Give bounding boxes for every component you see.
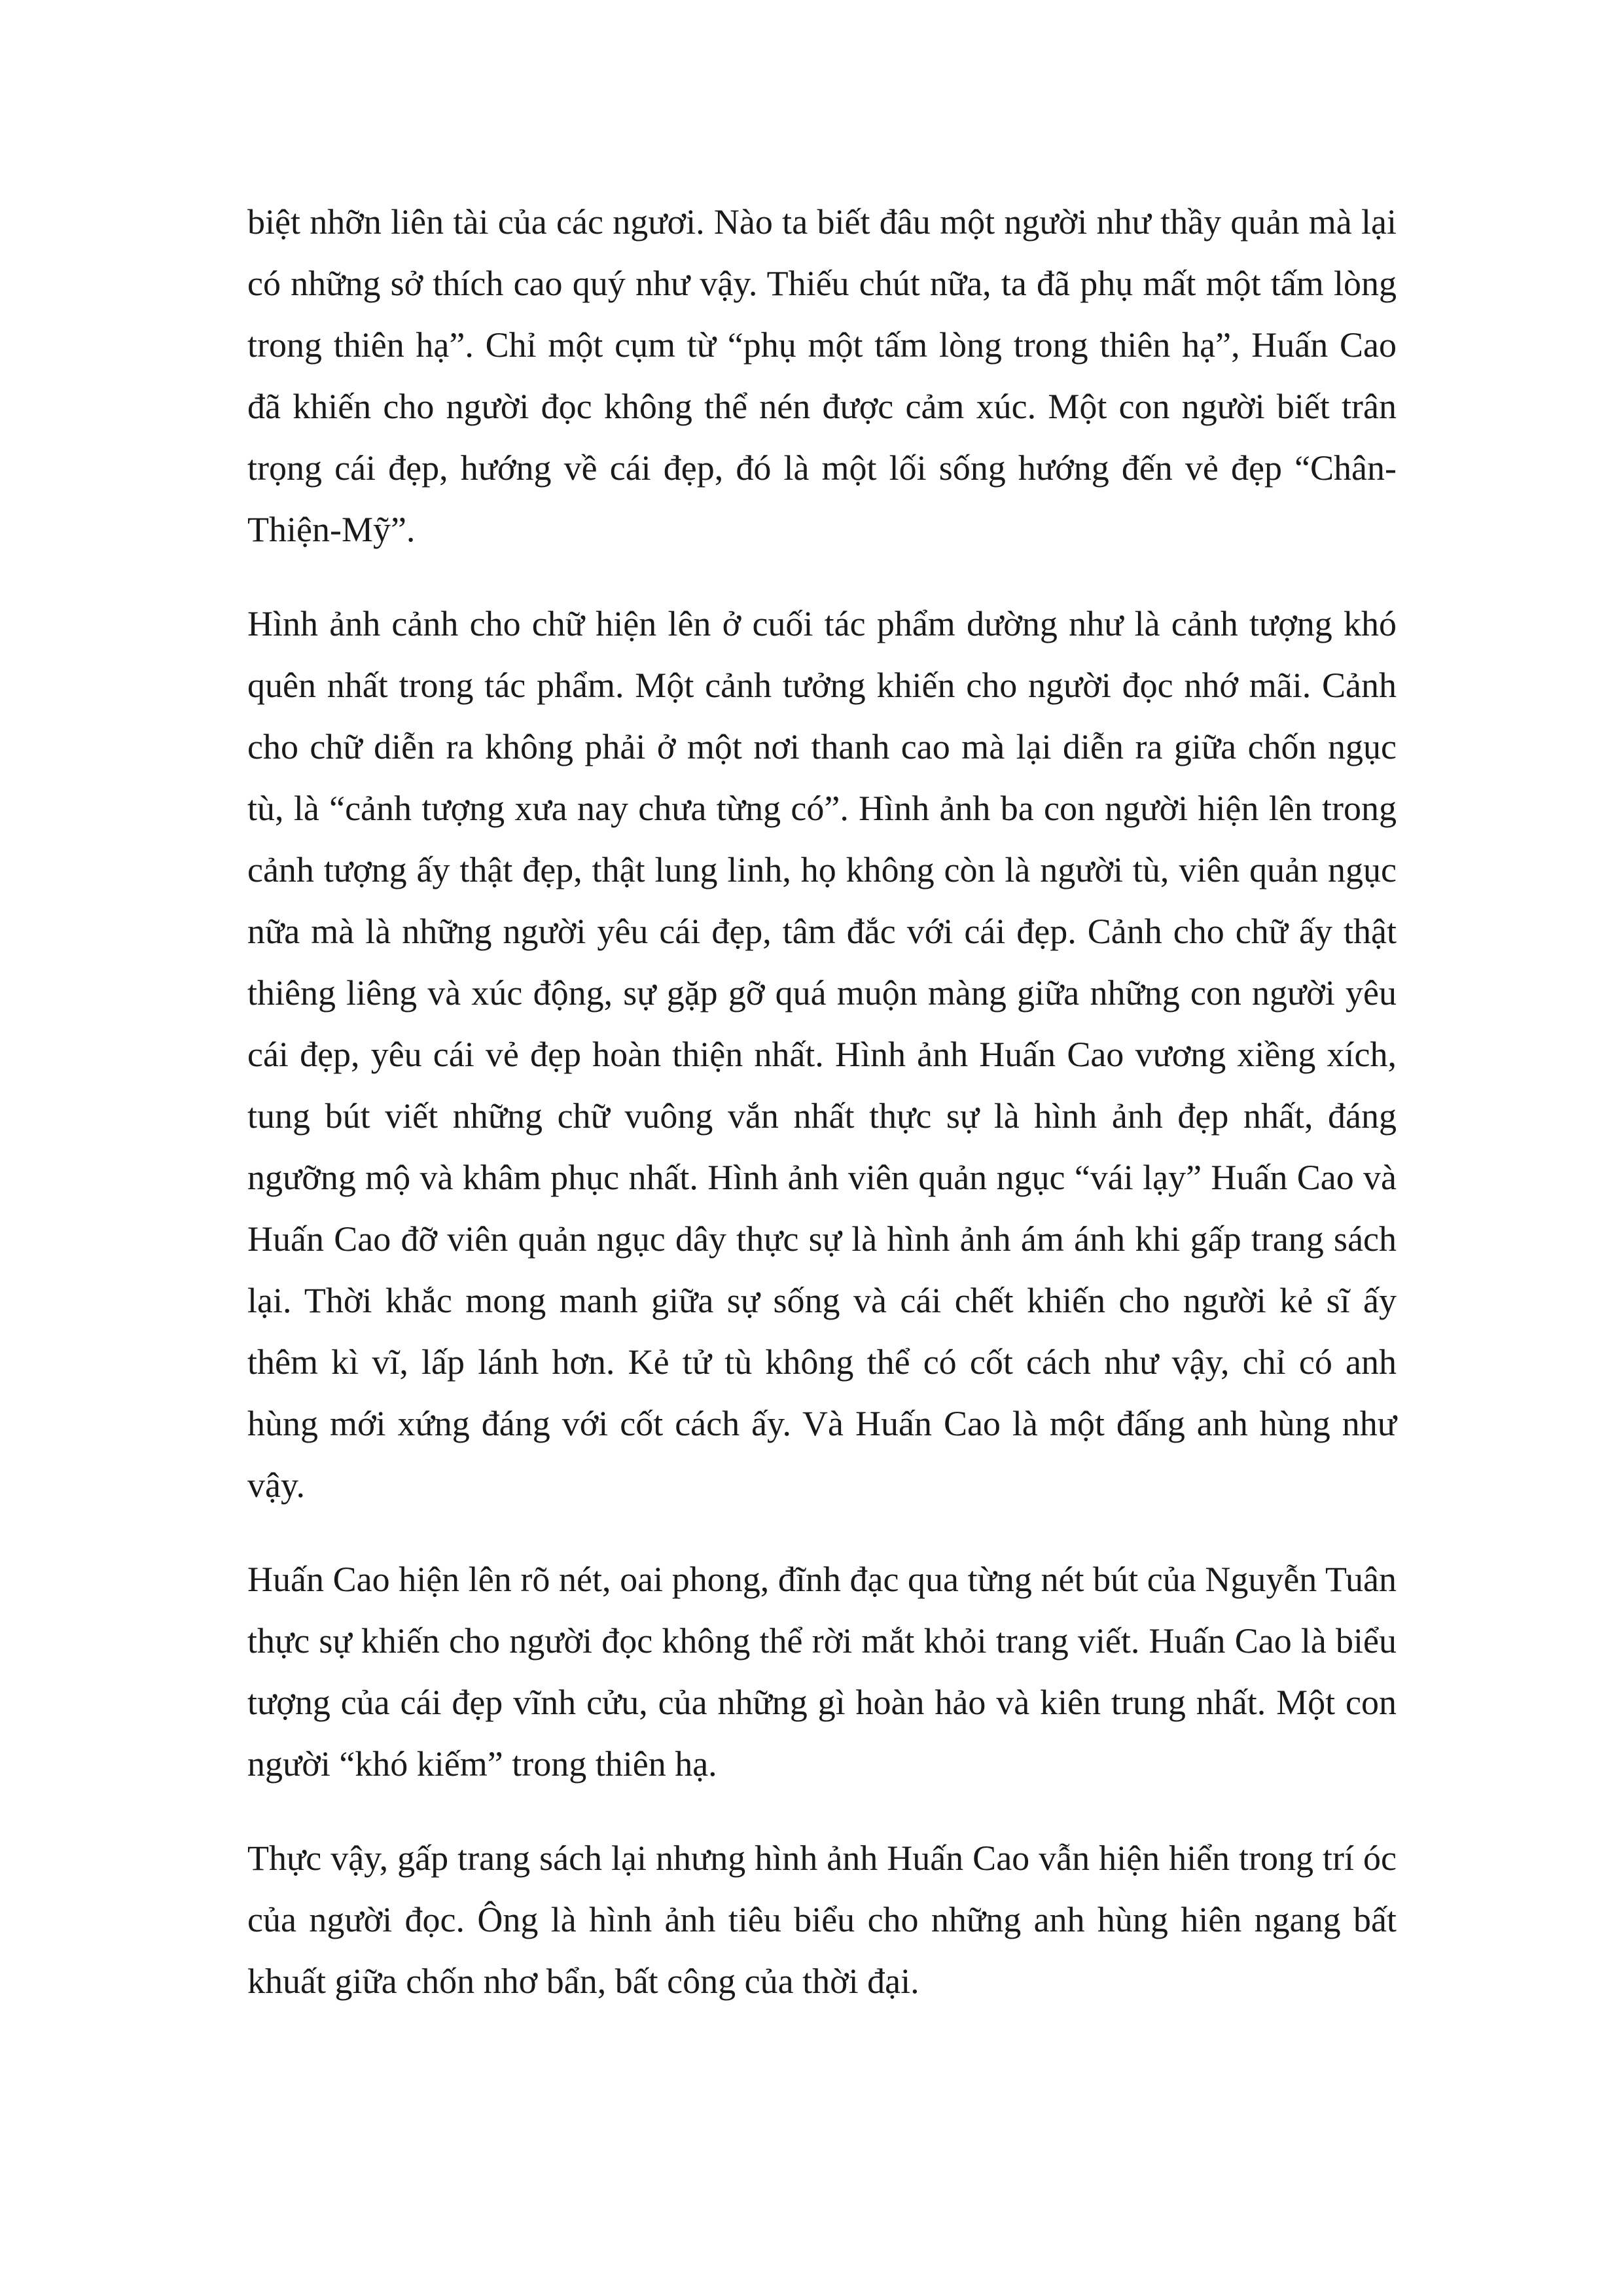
paragraph-1: biệt nhỡn liên tài của các ngươi. Nào ta biết đâu một người như thầy quản mà lại có những sở thích cao quý như vậy. Thiếu chút nữa, ta đã phụ mất một tấm lòng trong thiên hạ”. Chỉ một cụm từ “phụ một tấm lòng trong thiên hạ”, Huấn Cao đã khiến cho người đọc không thể nén được cảm xúc. Một con người biết trân trọng cái đẹp, hướng về cái đẹp, đó là một lối sống hướng đến vẻ đẹp “Chân-Thiện-Mỹ”. <box>247 202 1397 549</box>
document-body <box>247 191 1397 2012</box>
paragraph-2: Hình ảnh cảnh cho chữ hiện lên ở cuối tác phẩm dường như là cảnh tượng khó quên nhất trong tác phẩm. Một cảnh tưởng khiến cho người đọc nhớ mãi. Cảnh cho chữ diễn ra không phải ở một nơi thanh cao mà lại diễn ra giữa chốn ngục tù, là “cảnh tượng xưa nay chưa từng có”. Hình ảnh ba con người hiện lên trong cảnh tượng ấy thật đẹp, thật lung linh, họ không còn là người tù, viên quản ngục nữa mà là những người yêu cái đẹp, tâm đắc với cái đẹp. Cảnh cho chữ ấy thật thiêng liêng và xúc động, sự gặp gỡ quá muộn màng giữa những con người yêu cái đẹp, yêu cái vẻ đẹp hoàn thiện nhất. Hình ảnh Huấn Cao vương xiềng xích, tung bút viết những chữ vuông vắn nhất thực sự là hình ảnh đẹp nhất, đáng ngưỡng mộ và khâm phục nhất. Hình ảnh viên quản ngục “vái lạy” Huấn Cao và Huấn Cao đỡ viên quản ngục dây thực sự là hình ảnh ám ánh khi gấp trang sách lại. Thời khắc mong manh giữa sự sống và cái chết khiến cho người kẻ sĩ ấy thêm kì vĩ, lấp lánh hơn. Kẻ tử tù không thể có cốt cách như vậy, chỉ có anh hùng mới xứng đáng với cốt cách ấy. Và Huấn Cao là một đấng anh hùng như vậy. <box>247 604 1397 1505</box>
paragraph-3: Huấn Cao hiện lên rõ nét, oai phong, đĩnh đạc qua từng nét bút của Nguyễn Tuân thực sự khiến cho người đọc không thể rời mắt khỏi trang viết. Huấn Cao là biểu tượng của cái đẹp vĩnh cửu, của những gì hoàn hảo và kiên trung nhất. Một con người “khó kiếm” trong thiên hạ. <box>247 1560 1397 1784</box>
paragraph-4: Thực vậy, gấp trang sách lại nhưng hình ảnh Huấn Cao vẫn hiện hiển trong trí óc của người đọc. Ông là hình ảnh tiêu biểu cho những anh hùng hiên ngang bất khuất giữa chốn nhơ bẩn, bất công của thời đại. <box>247 1839 1397 2001</box>
